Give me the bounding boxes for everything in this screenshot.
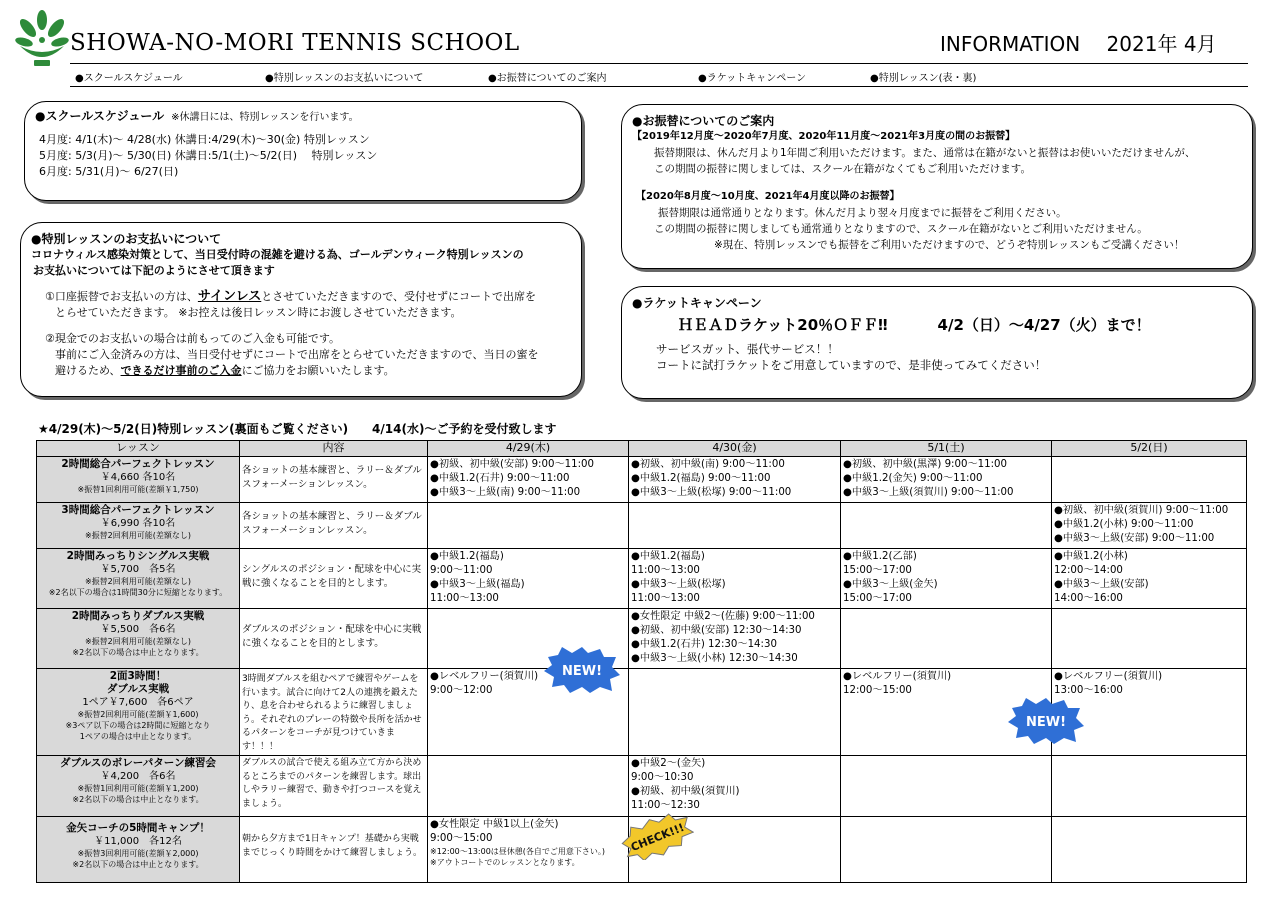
payment-p2-post: にご協力をお願いいたします。 [241, 364, 395, 377]
session-time: 12:00～14:00 [1054, 565, 1123, 576]
session-time: 9:00～11:00 [430, 565, 493, 576]
day-cell [428, 756, 629, 817]
lesson-description: ダブルスの試合で使える組み立て方から決めるところまでのパターンを練習します。球出しやラリー練習で、動きや打つコースを覚えましょう。 [240, 756, 428, 817]
session-time: 9:00～15:00 [430, 833, 493, 844]
table-row [37, 609, 1247, 669]
school-name: SHOWA-NO-MORI TENNIS SCHOOL [70, 30, 520, 56]
session-entry: ●中級1.2(福島) 9:00～11:00 [631, 473, 771, 484]
day-cell [1052, 549, 1247, 609]
lesson-note: ※振替2回利用可能(差額なし) [84, 637, 192, 646]
nav-link-racket-campaign[interactable]: ●ラケットキャンペーン [698, 73, 807, 84]
school-schedule-title: ●スクールスケジュール [35, 109, 165, 123]
lesson-description: シングルスのポジション・配球を中心に実戦に強くなることを目的とします。 [240, 549, 428, 609]
new-badge-text: NEW! [1025, 715, 1067, 730]
school-logo-icon [14, 8, 70, 70]
lesson-note: ※2名以下の場合は中止となります。 [72, 795, 204, 804]
session-time: 15:00～17:00 [843, 593, 912, 604]
racket-campaign-box [621, 286, 1253, 399]
payment-intro-2: お支払いについては下記のようにさせて頂きます [33, 264, 275, 277]
session-time: 14:00～16:00 [1054, 593, 1123, 604]
col-header-lesson: レッスン [37, 441, 240, 457]
lesson-cell [37, 817, 240, 883]
day-cell [841, 817, 1052, 883]
lesson-price: ￥5,700 各5名 [100, 564, 176, 575]
day-cell [841, 609, 1052, 669]
session-note: ※12:00～13:00は昼休憩(各自でご用意下さい。) [430, 847, 606, 856]
lesson-note: 1ペアの場合は中止となります。 [79, 732, 197, 741]
day-cell [629, 756, 841, 817]
session-entry: ●レベルフリー(須賀川) [1054, 671, 1163, 682]
lesson-description: ダブルスのポジション・配球を中心に実戦に強くなることを目的とします。 [240, 609, 428, 669]
new-badge-text: NEW! [561, 664, 603, 679]
day-cell [841, 503, 1052, 549]
transfer-heading-1: 【2019年12月度～2020年7月度、2020年11月度～2021年3月度の間のお振替】 [632, 131, 1016, 142]
session-entry: ●初級、初中級(黒澤) 9:00～11:00 [843, 459, 1007, 470]
lesson-name: 2時間みっちりシングルス実戦 [66, 550, 210, 562]
col-header-content: 内容 [240, 441, 428, 457]
session-entry: ●初級、初中級(南) 9:00～11:00 [631, 459, 785, 470]
session-entry: ●中級1.2(小林) [1054, 551, 1128, 562]
lesson-price: ￥11,000 各12名 [94, 836, 182, 847]
day-cell [629, 669, 841, 756]
payment-p1-post: とさせていただきますので、受付せずにコートで出席を [261, 290, 537, 303]
lesson-cell [37, 503, 240, 549]
schedule-line-may: 5月度: 5/3(月)～ 5/30(日) 休講日:5/1(土)～5/2(日) 特別レッスン [39, 149, 378, 162]
session-entry: ●中級1.2(福島) [631, 551, 705, 562]
day-cell [841, 549, 1052, 609]
transfer-line-5: ※現在、特別レッスンでも振替をご利用いただけますので、どうぞ特別レッスンもご受講ください！ [714, 239, 1185, 251]
lesson-description: 朝から夕方まで1日キャンプ！基礎から実戦までじっくり時間をかけて練習しましょう。 [240, 817, 428, 883]
session-time: 11:00～13:00 [631, 593, 700, 604]
day-cell [428, 817, 629, 883]
lesson-description: 各ショットの基本練習と、ラリー＆ダブルスフォーメーションレッスン。 [240, 503, 428, 549]
racket-line-2: コートに試打ラケットをご用意していますので、是非使ってみてください！ [656, 358, 1047, 372]
lesson-note: ※振替2回利用可能(差額なし) [84, 531, 192, 540]
transfer-title: ●お振替についてのご案内 [632, 114, 775, 128]
check-badge-icon [620, 812, 694, 860]
session-entry: ●レベルフリー(須賀川) [430, 671, 539, 682]
payment-box [20, 222, 582, 397]
session-entry: ●中級3～上級(小林) 12:30～14:30 [631, 653, 798, 664]
nav-link-payment[interactable]: ●特別レッスンのお支払いについて [265, 73, 424, 84]
day-cell [841, 756, 1052, 817]
day-cell [1052, 609, 1247, 669]
session-entry: ●中級1.2(福島) [430, 551, 504, 562]
day-cell [841, 457, 1052, 503]
session-entry: ●初級、初中級(安部) 9:00～11:00 [430, 459, 594, 470]
lesson-note: ※振替3回利用可能(差額￥2,000) [77, 849, 199, 858]
day-cell [629, 457, 841, 503]
day-cell [1052, 457, 1247, 503]
table-row [37, 756, 1247, 817]
transfer-heading-2: 【2020年8月度～10月度、2021年4月度以降のお振替】 [636, 191, 900, 202]
day-cell [1052, 817, 1247, 883]
day-cell [428, 503, 629, 549]
day-cell [1052, 756, 1247, 817]
session-entry: ●中級1.2(乙部) [843, 551, 917, 562]
session-entry: ●初級、初中級(須賀川) 9:00～11:00 [1054, 505, 1229, 516]
session-time: 11:00～13:00 [631, 565, 700, 576]
lesson-note: ※3ペア以下の場合は2時間に短縮となり [65, 721, 211, 730]
lesson-note: ※2名以下の場合は中止となります。 [72, 860, 204, 869]
school-schedule-note: ※休講日には、特別レッスンを行います。 [171, 112, 359, 123]
info-title: INFORMATION 2021年 4月 [940, 32, 1217, 56]
payment-signless: サインレス [197, 289, 262, 304]
session-entry: ●中級1.2(石井) 9:00～11:00 [430, 473, 570, 484]
transfer-line-3: 振替期限は通常通りとなります。休んだ月より翌々月度までに振替をご利用ください。 [658, 207, 1067, 219]
lesson-price: 1ペア￥7,600 各6ペア [82, 697, 194, 708]
payment-p1-line2: とらせていただきます。 ※お控えは後日レッスン時にお渡しさせていただきます。 [55, 306, 462, 319]
racket-line-1: サービスガット、張代サービス！！ [656, 342, 839, 356]
lesson-description: 各ショットの基本練習と、ラリー＆ダブルスフォーメーションレッスン。 [240, 457, 428, 503]
table-row [37, 503, 1247, 549]
lesson-name: 2時間総合パーフェクトレッスン [61, 458, 215, 470]
session-time: 11:00～13:00 [430, 593, 499, 604]
col-header-0430: 4/30(金) [629, 441, 841, 457]
school-schedule-box [24, 101, 582, 201]
new-badge-icon [1008, 698, 1084, 744]
payment-advance: できるだけ事前のご入金 [120, 364, 242, 377]
session-entry: ●初級、初中級(安部) 12:30～14:30 [631, 625, 802, 636]
lesson-cell [37, 609, 240, 669]
session-entry: ●中級3～上級(安部) [1054, 579, 1149, 590]
lesson-cell [37, 457, 240, 503]
lesson-name-2: ダブルス実戦 [106, 683, 170, 695]
schedule-line-april: 4月度: 4/1(木)～ 4/28(水) 休講日:4/29(木)～30(金) 特別レッスン [39, 133, 370, 146]
day-cell [428, 549, 629, 609]
lesson-price: ￥4,660 各10名 [100, 472, 176, 483]
lesson-price: ￥4,200 各6名 [100, 771, 176, 782]
check-badge-text: CHECK!!! [628, 820, 687, 854]
session-entry: ●中級3～上級(松塚) [631, 579, 726, 590]
session-entry: ●中級3～上級(福島) [430, 579, 525, 590]
col-header-0502: 5/2(日) [1052, 441, 1247, 457]
session-entry: ●中級3～上級(須賀川) 9:00～11:00 [843, 487, 1014, 498]
session-time: 12:00～15:00 [843, 685, 912, 696]
racket-period: 4/2（日）～4/27（火）まで！ [937, 316, 1151, 334]
nav-link-school-schedule[interactable]: ●スクールスケジュール [75, 73, 183, 84]
session-entry: ●女性限定 中級1以上(金矢) [430, 819, 559, 830]
session-time: 11:00～12:30 [631, 800, 700, 811]
lesson-note: ※2名以下の場合は1時間30分に短縮となります。 [48, 588, 228, 597]
nav-link-transfer[interactable]: ●お振替についてのご案内 [488, 73, 607, 84]
table-caption: ★4/29(木)～5/2(日)特別レッスン(裏面もご覧ください) 4/14(水)～ご予約を受付致します [38, 422, 557, 436]
transfer-box [621, 104, 1253, 269]
day-cell [629, 549, 841, 609]
transfer-line-2: この期間の振替に関しましては、スクール在籍がなくてもご利用いただけます。 [654, 163, 1031, 175]
session-time: 15:00～17:00 [843, 565, 912, 576]
session-entry: ●中級2～(金矢) [631, 758, 706, 769]
session-entry: ●中級1.2(石井) 12:30～14:30 [631, 639, 777, 650]
session-time: 13:00～16:00 [1054, 685, 1123, 696]
nav-rule [70, 86, 1248, 87]
col-header-0501: 5/1(土) [841, 441, 1052, 457]
day-cell [1052, 503, 1247, 549]
lesson-note: ※振替1回利用可能(差額￥1,750) [77, 485, 199, 494]
lesson-cell [37, 669, 240, 756]
session-entry: ●中級3～上級(南) 9:00～11:00 [430, 487, 581, 498]
day-cell [428, 457, 629, 503]
col-header-0429: 4/29(木) [428, 441, 629, 457]
lesson-description: 3時間ダブルスを組むペアで練習やゲームを行います。試合に向けて2人の連携を鍛えたり、息を合わせられるように練習しましょう。それぞれのプレーの特徴や長所を活かせるパターンをコーチが見つけていきます！！！ [240, 669, 428, 756]
session-entry: ●中級3～上級(松塚) 9:00～11:00 [631, 487, 792, 498]
schedule-line-june: 6月度: 5/31(月)～ 6/27(日) [39, 165, 179, 178]
transfer-line-1: 振替期限は、休んだ月より1年間ご利用いただけます。また、通常は在籍がないと振替はお使いいただけませんが、 [654, 147, 1196, 159]
lesson-price: ￥6,990 各10名 [100, 518, 176, 529]
session-entry: ●中級3～上級(金矢) [843, 579, 938, 590]
day-cell [629, 609, 841, 669]
payment-p1-pre: ①口座振替でお支払いの方は、 [45, 290, 198, 303]
transfer-line-4: この期間の振替に関しましても通常通りとなりますので、スクール在籍がないとご利用いただけません。 [654, 223, 1148, 235]
racket-title: ●ラケットキャンペーン [632, 296, 762, 310]
payment-title: ●特別レッスンのお支払いについて [31, 232, 222, 246]
payment-p2-pre: 避けるため、 [55, 364, 121, 377]
lesson-note: ※振替2回利用可能(差額なし) [84, 577, 192, 586]
session-entry: ●中級1.2(金矢) 9:00～11:00 [843, 473, 983, 484]
lesson-price: ￥5,500 各6名 [100, 624, 176, 635]
table-header-row [37, 441, 1247, 457]
lesson-name: 2面3時間！ [109, 670, 167, 682]
session-entry: ●レベルフリー(須賀川) [843, 671, 952, 682]
lesson-name: 3時間総合パーフェクトレッスン [61, 504, 215, 516]
lesson-name: 2時間みっちりダブルス実戦 [71, 610, 205, 622]
lesson-note: ※2名以下の場合は中止となります。 [72, 648, 204, 657]
new-badge-icon [544, 647, 620, 693]
session-entry: ●中級3～上級(安部) 9:00～11:00 [1054, 533, 1215, 544]
lesson-name: ダブルスのボレーパターン練習会 [59, 757, 217, 769]
lesson-cell [37, 756, 240, 817]
session-entry: ●中級1.2(小林) 9:00～11:00 [1054, 519, 1194, 530]
session-note: ※アウトコートでのレッスンとなります。 [430, 858, 580, 867]
session-time: 9:00～10:30 [631, 772, 694, 783]
payment-p2-line1: ②現金でのお支払いの場合は前もってのご入金も可能です。 [45, 332, 340, 345]
day-cell [629, 503, 841, 549]
session-time: 9:00～12:00 [430, 685, 493, 696]
lesson-note: ※振替2回利用可能(差額￥1,600) [77, 710, 199, 719]
lesson-cell [37, 549, 240, 609]
payment-intro-1: コロナウィルス感染対策として、当日受付時の混雑を避ける為、ゴールデンウィーク特別レッスンの [31, 248, 524, 261]
payment-p2-line2: 事前にご入金済みの方は、当日受付せずにコートで出席をとらせていただきますので、当日の蜜を [55, 348, 539, 361]
session-entry: ●初級、初中級(須賀川) [631, 786, 740, 797]
session-entry: ●女性限定 中級2～(佐藤) 9:00～11:00 [631, 611, 815, 622]
header-rule [70, 63, 1248, 64]
racket-headline: ＨＥＡＤラケット20％ＯＦＦ‼ [678, 316, 888, 334]
nav-link-special-lessons[interactable]: ●特別レッスン(表・裏) [870, 73, 977, 84]
table-row [37, 457, 1247, 503]
table-row [37, 549, 1247, 609]
lesson-name: 金矢コーチの5時間キャンプ！ [66, 822, 210, 834]
lesson-note: ※振替1回利用可能(差額￥1,200) [77, 784, 199, 793]
